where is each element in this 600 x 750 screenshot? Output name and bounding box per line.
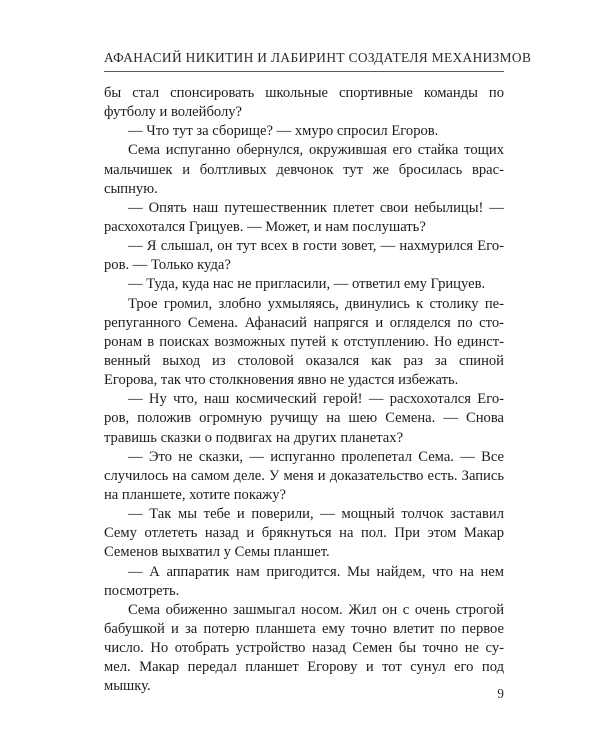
text-line: на планшете, хотите покажу? (104, 486, 287, 503)
text-line: мальчишек и болтливых девчонок тут же бросилась врас- (104, 161, 504, 178)
text-line: Трое громил, злобно ухмыляясь, двинулись к столику пе- (128, 295, 504, 312)
text-line: травишь сказки о подвигах на других планетах? (104, 429, 404, 446)
text-line: Сему отлететь назад и брякнуться на пол. При этом Макар (104, 525, 504, 542)
text-line: посмотреть. (104, 582, 180, 599)
text-line: — Это не сказки, — испуганно пролепетал Сема. — Все (128, 448, 504, 465)
text-line: — Туда, куда нас не пригласили, — ответил ему Грицуев. (128, 276, 486, 293)
text-line: — Что тут за сборище? — хмуро спросил Егоров. (128, 123, 439, 140)
text-line: расхохотался Грицуев. — Может, и нам послушать? (104, 218, 426, 235)
text-line: бы стал спонсировать школьные спортивные команды по (104, 85, 504, 101)
text-line: бабушкой и за потерю планшета ему точно влетит по первое (104, 620, 504, 637)
text-line: футболу и волейболу? (104, 104, 243, 121)
text-line: мел. Макар передал планшет Егорову и тот сунул его под (104, 659, 504, 676)
text-line: сыпную. (104, 180, 158, 197)
running-head: АФАНАСИЙ НИКИТИН И ЛАБИРИНТ СОЗДАТЕЛЯ МЕХАНИЗМОВ (104, 50, 532, 65)
text-line: ронам в поисках возможных путей к отступлению. Но единст- (104, 333, 504, 350)
text-line: мышку. (104, 678, 151, 695)
text-line: — Так мы тебе и поверили, — мощный толчок заставил (128, 506, 504, 523)
text-line: репуганного Семена. Афанасий напрягся и огляделся по сто- (104, 314, 504, 331)
text-line: — Ну что, наш космический герой! — расхохотался Его- (128, 391, 504, 408)
text-line: венный выход из столовой оказался как раз за спиной (104, 352, 504, 369)
text-line: — Я слышал, он тут всех в гости зовет, — нахмурился Его- (128, 238, 504, 255)
page-number: 9 (497, 686, 504, 701)
text-line: число. Но отобрать устройство назад Семен бы точно не су- (104, 640, 504, 657)
text-line: — А аппаратик нам пригодится. Мы найдем, что на нем (128, 563, 504, 580)
header-rule (104, 71, 504, 72)
text-line: Сема испуганно обернулся, окружившая его стайка тощих (128, 142, 504, 159)
text-line: Семенов выхватил у Семы планшет. (104, 544, 330, 561)
body-text (104, 84, 504, 697)
text-line: ров. — Только куда? (104, 257, 231, 274)
text-line: Егорова, так что столкновения явно не удастся избежать. (104, 372, 459, 389)
text-line: ров, положив огромную ручищу на шею Семена. — Снова (104, 410, 504, 427)
text-line: — Опять наш путешественник плетет свои небылицы! — (128, 199, 504, 216)
text-line: Сема обиженно зашмыгал носом. Жил он с очень строгой (128, 601, 504, 618)
text-line: случилось на самом деле. У меня и доказательство есть. Запись (104, 467, 504, 484)
